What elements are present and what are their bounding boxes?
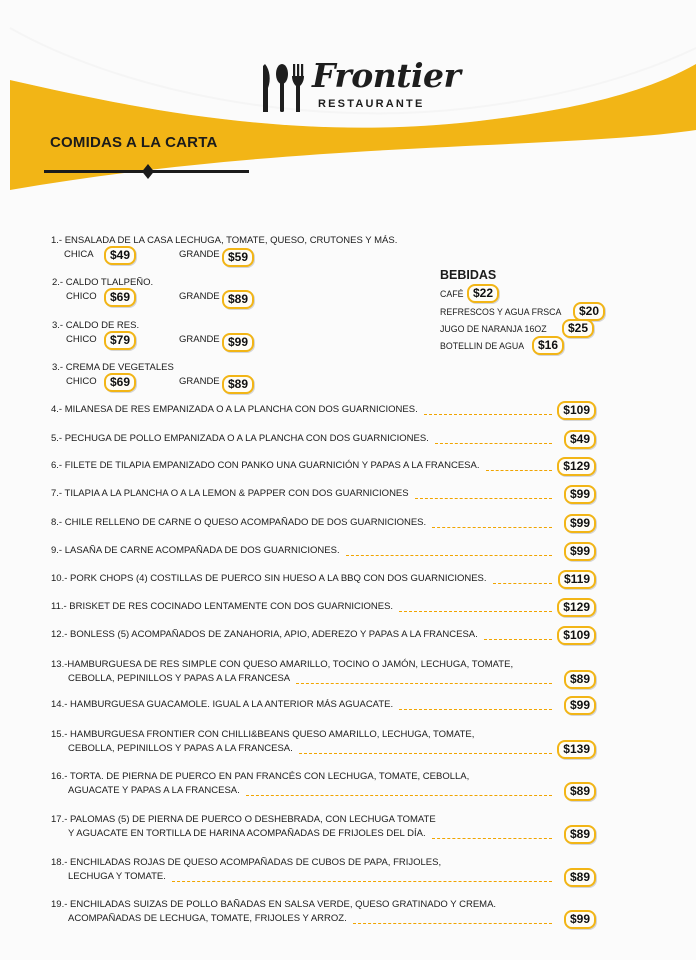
- soup-item-title: 1.- ENSALADA DE LA CASA LECHUGA, TOMATE, QUESO, CRUTONES Y MÁS.: [51, 235, 398, 246]
- dotted-leader: [484, 639, 552, 640]
- soup-item-title: 3.- CALDO DE RES.: [52, 320, 140, 331]
- dish-description: 6.- FILETE DE TILAPIA EMPANIZADO CON PANKO UNA GUARNICIÓN Y PAPAS A LA FRANCESA.: [51, 460, 480, 471]
- dotted-leader: [424, 414, 552, 415]
- dish-description: 8.- CHILE RELLENO DE CARNE O QUESO ACOMPAÑADO DE DOS GUARNICIONES.: [51, 517, 427, 528]
- dotted-leader: [399, 611, 552, 612]
- dish-description: 5.- PECHUGA DE POLLO EMPANIZADA O A LA PLANCHA CON DOS GUARNICIONES.: [51, 433, 429, 444]
- dotted-leader: [346, 555, 552, 556]
- dish-price-badge: $99: [564, 485, 596, 504]
- bebida-price: $25: [562, 319, 594, 338]
- knife-icon: [263, 64, 270, 112]
- dish-description: 4.- MILANESA DE RES EMPANIZADA O A LA PLANCHA CON DOS GUARNICIONES.: [51, 404, 418, 415]
- dish-price-badge: $129: [557, 457, 596, 476]
- size-label-small: CHICO: [66, 291, 97, 302]
- soup-item-title: 3.- CREMA DE VEGETALES: [52, 362, 174, 373]
- dish-description: 13.-HAMBURGUESA DE RES SIMPLE CON QUESO AMARILLO, TOCINO O JAMÓN, LECHUGA, TOMATE,: [51, 659, 514, 670]
- dish-price-badge: $109: [557, 626, 596, 645]
- dotted-leader: [432, 527, 552, 528]
- size-label-large: GRANDE: [179, 291, 220, 302]
- dish-price-badge: $109: [557, 401, 596, 420]
- restaurant-logo: [260, 56, 461, 116]
- dish-price-badge: $89: [564, 825, 596, 844]
- price-badge-small: $69: [104, 288, 136, 307]
- dish-price-badge: $89: [564, 782, 596, 801]
- dotted-leader: [246, 795, 552, 796]
- bebida-price: $16: [532, 336, 564, 355]
- dish-description: 16.- TORTA. DE PIERNA DE PUERCO EN PAN FRANCÉS CON LECHUGA, TOMATE, CEBOLLA,: [51, 771, 470, 782]
- bebida-price: $20: [573, 302, 605, 321]
- dish-price-badge: $89: [564, 868, 596, 887]
- dish-description-cont: Y AGUACATE EN TORTILLA DE HARINA ACOMPAÑADAS DE FRIJOLES DEL DÍA.: [68, 828, 426, 839]
- dish-description: 9.- LASAÑA DE CARNE ACOMPAÑADA DE DOS GUARNICIONES.: [51, 545, 340, 556]
- cutlery-icon: [260, 60, 312, 116]
- fork-icon: [292, 64, 304, 112]
- dish-price-badge: $99: [564, 910, 596, 929]
- dish-price-badge: $99: [564, 514, 596, 533]
- price-badge-large: $89: [222, 290, 254, 309]
- dotted-leader: [432, 838, 552, 839]
- spoon-icon: [276, 64, 288, 112]
- price-badge-small: $49: [104, 246, 136, 265]
- bebida-price: $22: [467, 284, 499, 303]
- dish-description: 12.- BONLESS (5) ACOMPAÑADOS DE ZANAHORIA, APIO, ADEREZO Y PAPAS A LA FRANCESA.: [51, 629, 478, 640]
- price-badge-small: $69: [104, 373, 136, 392]
- dish-description-cont: LECHUGA Y TOMATE.: [68, 871, 166, 882]
- dish-price-badge: $119: [558, 570, 596, 589]
- dish-price-badge: $89: [564, 670, 596, 689]
- dotted-leader: [353, 923, 552, 924]
- bebidas-title: BEBIDAS: [440, 268, 497, 282]
- dotted-leader: [399, 709, 552, 710]
- price-badge-large: $99: [222, 333, 254, 352]
- dish-description: 7.- TILAPIA A LA PLANCHA O A LA LEMON & PAPPER CON DOS GUARNICIONES: [51, 488, 409, 499]
- soup-item-title: 2.- CALDO TLALPEÑO.: [52, 277, 154, 288]
- price-badge-large: $89: [222, 375, 254, 394]
- bebida-name: JUGO DE NARANJA 16OZ: [440, 324, 547, 334]
- brand-name: Frontier: [312, 56, 461, 95]
- dish-description: 11.- BRISKET DE RES COCINADO LENTAMENTE CON DOS GUARNICIONES.: [51, 601, 394, 612]
- bebida-name: CAFÉ: [440, 289, 464, 299]
- dish-description-cont: CEBOLLA, PEPINILLOS Y PAPAS A LA FRANCESA.: [68, 743, 293, 754]
- dotted-leader: [172, 881, 552, 882]
- bebida-name: BOTELLIN DE AGUA: [440, 341, 525, 351]
- dotted-leader: [435, 443, 552, 444]
- brand-subtitle: RESTAURANTE: [318, 98, 425, 110]
- size-label-small: CHICO: [66, 334, 97, 345]
- size-label-small: CHICA: [64, 249, 94, 260]
- dotted-leader: [296, 683, 552, 684]
- title-divider: [44, 164, 249, 180]
- size-label-large: GRANDE: [179, 249, 220, 260]
- price-badge-small: $79: [104, 331, 136, 350]
- dish-price-badge: $99: [564, 696, 596, 715]
- price-badge-large: $59: [222, 248, 254, 267]
- dish-description: 14.- HAMBURGUESA GUACAMOLE. IGUAL A LA ANTERIOR MÁS AGUACATE.: [51, 699, 394, 710]
- dish-description: 10.- PORK CHOPS (4) COSTILLAS DE PUERCO SIN HUESO A LA BBQ CON DOS GUARNICIONES.: [51, 573, 487, 584]
- bebida-name: REFRESCOS Y AGUA FRSCA: [440, 307, 562, 317]
- dotted-leader: [486, 470, 552, 471]
- dish-price-badge: $129: [557, 598, 596, 617]
- size-label-small: CHICO: [66, 376, 97, 387]
- dish-description-cont: ACOMPAÑADAS DE LECHUGA, TOMATE, FRIJOLES Y ARROZ.: [68, 913, 347, 924]
- dotted-leader: [415, 498, 552, 499]
- dotted-leader: [493, 583, 552, 584]
- dotted-leader: [299, 753, 552, 754]
- size-label-large: GRANDE: [179, 334, 220, 345]
- dish-price-badge: $99: [564, 542, 596, 561]
- dish-description-cont: AGUACATE Y PAPAS A LA FRANCESA.: [68, 785, 240, 796]
- dish-price-badge: $139: [557, 740, 596, 759]
- section-title: COMIDAS A LA CARTA: [50, 134, 218, 151]
- dish-description: 18.- ENCHILADAS ROJAS DE QUESO ACOMPAÑADAS DE CUBOS DE PAPA, FRIJOLES,: [51, 857, 442, 868]
- dish-description: 15.- HAMBURGUESA FRONTIER CON CHILLI&BEANS QUESO AMARILLO, LECHUGA, TOMATE,: [51, 729, 475, 740]
- dish-description: 19.- ENCHILADAS SUIZAS DE POLLO BAÑADAS EN SALSA VERDE, QUESO GRATINADO Y CREMA.: [51, 899, 497, 910]
- dish-description: 17.- PALOMAS (5) DE PIERNA DE PUERCO O DESHEBRADA, CON LECHUGA TOMATE: [51, 814, 436, 825]
- dish-description-cont: CEBOLLA, PEPINILLOS Y PAPAS A LA FRANCESA: [68, 673, 291, 684]
- dish-price-badge: $49: [564, 430, 596, 449]
- size-label-large: GRANDE: [179, 376, 220, 387]
